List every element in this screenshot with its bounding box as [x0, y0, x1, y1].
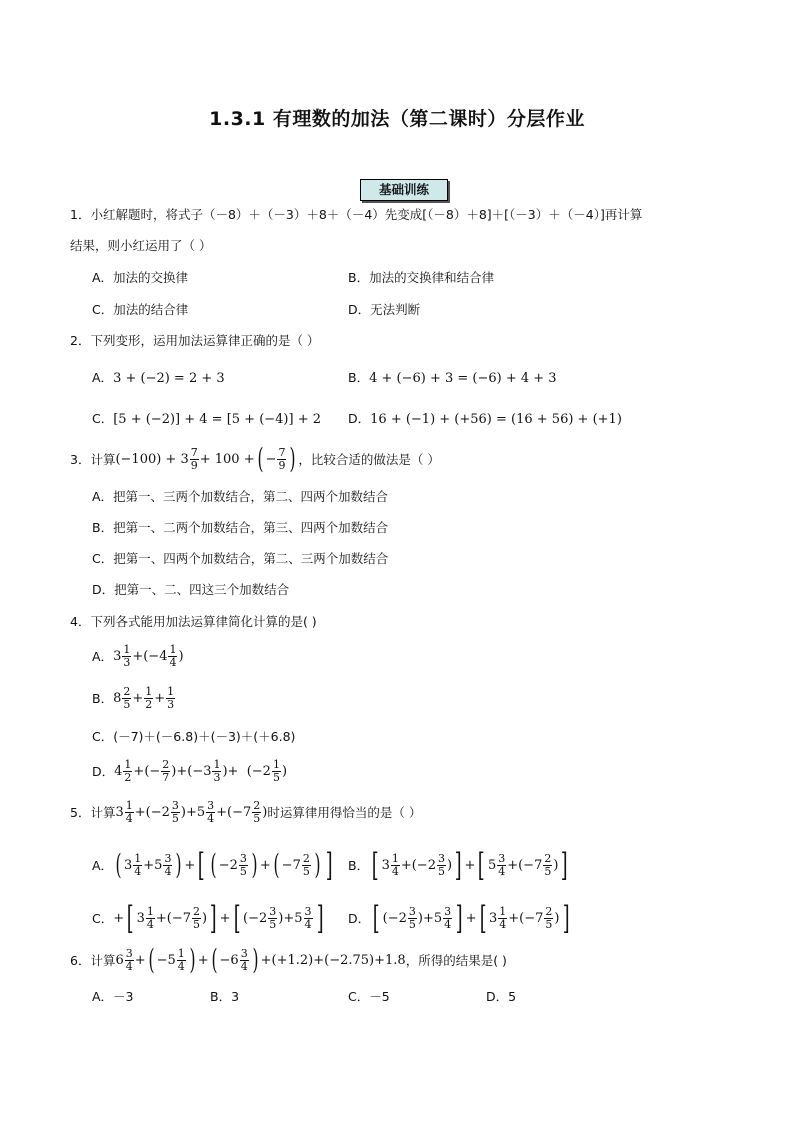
- q6-prefix: 6．计算: [70, 953, 116, 968]
- q2-option-a-label: A．: [92, 370, 114, 385]
- q3-option-b: B．把第一、二两个加数结合，第三、四两个加数结合: [92, 520, 389, 535]
- q3-suffix: ，比较合适的做法是（ ）: [298, 452, 440, 467]
- q1-option-d: D．无法判断: [348, 302, 421, 317]
- q1-option-c: C．加法的结合律: [92, 302, 189, 317]
- q5-stem: [70, 795, 421, 829]
- q6-option-b: B．3: [210, 989, 240, 1004]
- q2-option-d: [348, 409, 622, 427]
- q4-option-d-label: D．: [92, 764, 115, 779]
- q2-option-a: [92, 368, 225, 386]
- q4-option-c: C．(－7)＋(－6.8)＋(－3)＋(＋6.8): [92, 729, 296, 744]
- q3-prefix: 3．计算: [70, 452, 116, 467]
- q1-stem-line2: 结果，则小红运用了（ ）: [70, 238, 212, 253]
- q5-option-d: [348, 898, 572, 938]
- q5-option-a-label: A．: [92, 858, 114, 873]
- q5-option-c: [92, 898, 326, 938]
- document-title: 1.3.1 有理数的加法（第二课时）分层作业: [209, 108, 585, 130]
- q4-option-d-expr: 4 $\frac{1}{2}$ +(− $\frac{2}{7}$ )+(−3 $\frac{1}{3}$ )+ (−2 $\frac{1}{5}$ ): [114, 757, 288, 784]
- q1-stem-line1: 1．小红解题时，将式子（－8）＋（－3）＋8＋（－4）先变成[（－8）＋8]＋[（－3）＋（－4）]再计算: [70, 207, 643, 222]
- q3-option-c: C．把第一、四两个加数结合，第二、三两个加数结合: [92, 551, 389, 566]
- q2-option-c-expr: [5 + (−2)] + 4 = [5 + (−4)] + 2: [113, 412, 322, 427]
- q4-option-a: [92, 640, 184, 672]
- q3-expression: (−100) + 3 $\frac{7}{9}$ + 100 + ( − $\frac{7}{9}$ ): [115, 442, 296, 475]
- q3-option-a: A．把第一、三两个加数结合，第二、四两个加数结合: [92, 489, 389, 504]
- q5-option-b-label: B．: [348, 858, 370, 873]
- q4-option-d: [92, 754, 287, 788]
- q6-option-c: C．－5: [348, 989, 390, 1004]
- q5-option-d-expr: [ (−2 $\frac{3}{5}$ )+5 $\frac{3}{4}$ ] + [ 3 $\frac{1}{4}$ +(−7 $\frac{2}{5}$ ) ]: [372, 899, 570, 937]
- q2-option-b: [348, 368, 557, 386]
- q4-option-a-expr: 3 $\frac{1}{3}$ +(−4 $\frac{1}{4}$ ): [113, 642, 184, 669]
- q5-option-b-expr: [ 3 $\frac{1}{4}$ +(−2 $\frac{3}{5}$ ) ] + [ 5 $\frac{3}{4}$ +(−7 $\frac{2}{5}$ ) ]: [371, 846, 569, 884]
- q2-option-c-label: C．: [92, 411, 114, 426]
- q5-prefix: 5．计算: [70, 805, 116, 820]
- q1-option-a: A．加法的交换律: [92, 270, 189, 285]
- q2-option-a-expr: 3 + (−2) = 2 + 3: [113, 371, 225, 386]
- q6-suffix: ，所得的结果是( ): [405, 953, 507, 968]
- q6-option-a: A．－3: [92, 989, 134, 1004]
- q2-option-b-expr: 4 + (−6) + 3 = (−6) + 4 + 3: [369, 371, 557, 386]
- q4-option-b-expr: 8 $\frac{2}{5}$ + $\frac{1}{2}$ + $\frac{1}{3}$: [113, 684, 175, 711]
- q5-option-c-label: C．: [92, 911, 114, 926]
- q6-expression: 6 $\frac{3}{4}$ + ( −5 $\frac{1}{4}$ ) + ( −6 $\frac{3}{4}$ ) +(+1.2)+(−2.75)+1.8: [115, 943, 406, 976]
- q5-option-a: [92, 845, 335, 885]
- q2-option-b-label: B．: [348, 370, 370, 385]
- q1-option-b: B．加法的交换律和结合律: [348, 270, 495, 285]
- q5-option-c-expr: + [ 3 $\frac{1}{4}$ +(−7 $\frac{2}{5}$ ) ] + [ (−2 $\frac{3}{5}$ )+5 $\frac{3}{4}$ ]: [113, 899, 324, 937]
- q5-suffix: 时运算律用得恰当的是（ ）: [267, 805, 422, 820]
- q2-stem: 2．下列变形，运用加法运算律正确的是（ ）: [70, 333, 320, 348]
- q2-option-c: [92, 409, 321, 427]
- q4-stem: 4．下列各式能用加法运算律简化计算的是( ): [70, 614, 317, 629]
- q2-option-d-label: D．: [348, 411, 371, 426]
- q5-option-a-expr: ( 3 $\frac{1}{4}$ +5 $\frac{3}{4}$ ) + [ ( −2 $\frac{3}{5}$ ) + ( −7 $\frac{2}{5}$ ) ]: [115, 846, 333, 884]
- section-tag: 基础训练: [360, 179, 448, 201]
- q6-stem: [70, 942, 507, 978]
- q4-option-b: [92, 681, 176, 715]
- q5-expression: 3 $\frac{1}{4}$ +(−2 $\frac{3}{5}$ )+5 $\frac{3}{4}$ +(−7 $\frac{2}{5}$ ): [115, 798, 268, 825]
- q4-option-b-label: B．: [92, 691, 114, 706]
- q3-stem: [70, 442, 440, 476]
- q4-option-a-label: A．: [92, 649, 114, 664]
- q2-option-d-expr: 16 + (−1) + (+56) = (16 + 56) + (+1): [370, 412, 622, 427]
- q6-option-d: D．5: [486, 989, 517, 1004]
- q5-option-b: [348, 845, 571, 885]
- q5-option-d-label: D．: [348, 911, 371, 926]
- q3-option-d: D．把第一、二、四这三个加数结合: [92, 582, 290, 597]
